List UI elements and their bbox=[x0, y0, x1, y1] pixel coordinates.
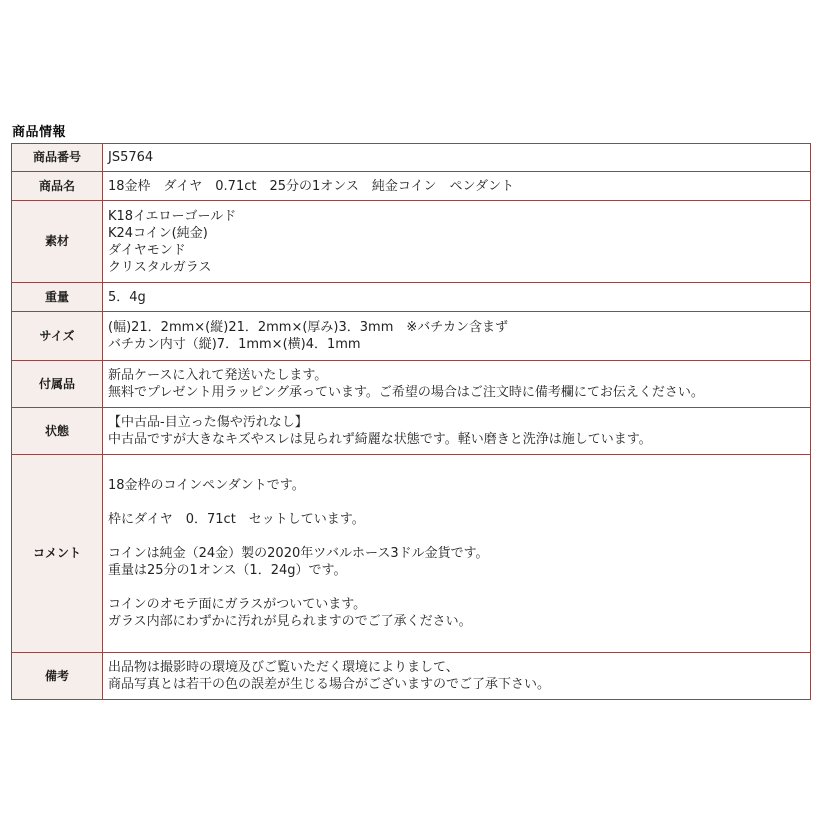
label-condition: 状態 bbox=[12, 408, 103, 455]
material-line: K24コイン(純金) bbox=[108, 225, 208, 241]
size-line: (幅)21．2mm×(縦)21．2mm×(厚み)3．3mm ※バチカン含まず bbox=[108, 320, 508, 335]
comment-line: コインのオモテ面にガラスがついています。 bbox=[108, 597, 367, 612]
row-condition bbox=[12, 408, 811, 455]
row-size bbox=[12, 312, 811, 361]
row-accessories bbox=[12, 361, 811, 408]
notes-line: 商品写真とは若干の色の誤差が生じる場合がございますのでご了承下さい。 bbox=[108, 677, 551, 692]
row-material bbox=[12, 201, 811, 283]
label-name: 商品名 bbox=[12, 172, 103, 201]
value-sku: JS5764 bbox=[103, 144, 811, 172]
comment-line: 枠にダイヤ 0．71ct セットしています。 bbox=[108, 512, 365, 527]
label-sku: 商品番号 bbox=[12, 144, 103, 172]
value-weight: 5．4g bbox=[103, 283, 811, 312]
material-line: K18イエローゴールド bbox=[108, 208, 237, 224]
label-material: 素材 bbox=[12, 201, 103, 283]
row-weight bbox=[12, 283, 811, 312]
notes-line: 出品物は撮影時の環境及びご覧いただく環境によりまして、 bbox=[108, 660, 459, 675]
label-notes: 備考 bbox=[12, 653, 103, 700]
label-comment: コメント bbox=[12, 455, 103, 653]
condition-line: 中古品ですが大きなキズやスレは見られず綺麗な状態です。軽い磨きと洗浄は施しています。 bbox=[108, 432, 652, 447]
comment-line: 重量は25分の1オンス（1．24g）です。 bbox=[108, 563, 347, 578]
comment-line: コインは純金（24金）製の2020年ツバルホース3ドル金貨です。 bbox=[108, 546, 489, 561]
comment-spacer bbox=[108, 528, 806, 545]
value-material bbox=[103, 201, 811, 283]
row-name bbox=[12, 172, 811, 201]
label-accessories: 付属品 bbox=[12, 361, 103, 408]
comment-line: ガラス内部にわずかに汚れが見られますのでご了承ください。 bbox=[108, 614, 472, 629]
row-notes bbox=[12, 653, 811, 700]
comment-line: 18金枠のコインペンダントです。 bbox=[108, 478, 305, 493]
accessories-line: 無料でプレゼント用ラッピング承っています。ご希望の場合はご注文時に備考欄にてお伝えください。 bbox=[108, 385, 704, 400]
comment-spacer bbox=[108, 579, 806, 596]
value-condition bbox=[103, 408, 811, 455]
row-sku bbox=[12, 144, 811, 172]
value-size bbox=[103, 312, 811, 361]
size-line: バチカン内寸（縦)7．1mm×(横)4．1mm bbox=[108, 337, 361, 352]
material-line: ダイヤモンド bbox=[108, 242, 186, 258]
value-name: 18金枠 ダイヤ 0.71ct 25分の1オンス 純金コイン ペンダント bbox=[103, 172, 811, 201]
section-title: 商品情報 bbox=[12, 125, 67, 140]
row-comment bbox=[12, 455, 811, 653]
condition-line: 【中古品-目立った傷や汚れなし】 bbox=[108, 415, 308, 430]
comment-spacer bbox=[108, 494, 806, 511]
accessories-line: 新品ケースに入れて発送いたします。 bbox=[108, 368, 328, 383]
value-accessories bbox=[103, 361, 811, 408]
product-info-table bbox=[11, 143, 811, 700]
value-notes bbox=[103, 653, 811, 700]
material-line: クリスタルガラス bbox=[108, 259, 212, 275]
label-weight: 重量 bbox=[12, 283, 103, 312]
label-size: サイズ bbox=[12, 312, 103, 361]
value-comment bbox=[103, 455, 811, 653]
